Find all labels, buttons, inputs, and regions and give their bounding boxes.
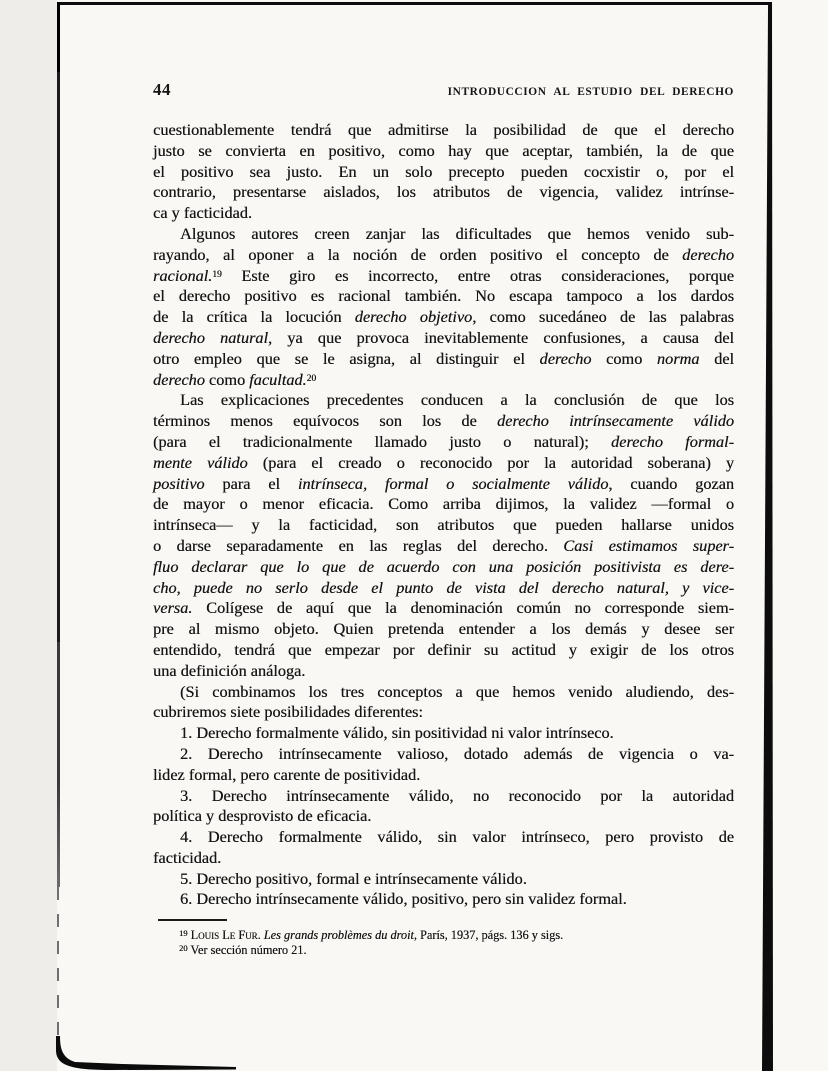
text-segment: de la crítica la locución <box>153 307 355 327</box>
text-line <box>153 286 734 307</box>
running-head <box>153 80 734 100</box>
text-line <box>153 141 734 162</box>
text-segment: norma <box>656 348 700 368</box>
footnote-marker: 20 <box>179 942 188 953</box>
text-line <box>153 349 734 370</box>
text-line <box>153 411 734 432</box>
text-line <box>153 744 734 765</box>
text-segment: 4. Derecho formalmente válido, sin valor intrínseco, pero provisto de <box>180 827 734 847</box>
text-segment: pre al mismo objeto. Quien pretenda entender a los demás y desee ser <box>153 619 734 639</box>
text-segment: intrínseca, formal o socialmente válido <box>297 473 609 493</box>
paragraph-3 <box>153 390 734 681</box>
list-item-6 <box>153 889 734 910</box>
text-line <box>153 702 734 723</box>
text-segment: Louis Le Fur. <box>190 928 261 942</box>
text-segment: facultad. <box>249 369 307 389</box>
text-segment: 5. Derecho positivo, formal e intrínsecamente válido. <box>180 868 527 888</box>
text-segment: cuestionablemente tendrá que admitirse la posibilidad de que el derecho <box>153 120 734 139</box>
text-line <box>153 765 734 786</box>
text-segment: 2. Derecho intrínsecamente valioso, dotado además de vigencia o va- <box>180 743 734 763</box>
text-segment: Este giro es incorrecto, entre otras consideraciones, porque <box>221 265 734 285</box>
text-line <box>153 536 734 557</box>
text-segment: racional. <box>153 265 213 285</box>
list-item-1 <box>153 723 734 744</box>
text-line <box>153 453 734 474</box>
text-segment: Colígese de aquí que la denominación común no corresponde siem- <box>192 598 734 618</box>
text-segment: versa. <box>153 598 193 618</box>
text-line <box>153 640 734 661</box>
text-segment: 3. Derecho intrínsecamente válido, no reconocido por la autoridad <box>180 785 734 805</box>
text-segment: términos menos equívocos son los de <box>153 411 497 431</box>
text-segment: contrario, presentarse aislados, los atributos de vigencia, validez intrínse- <box>153 182 734 202</box>
text-segment: positivo <box>153 473 205 493</box>
text-segment: cho, puede no serlo desde el punto de vista del derecho natural, y vice- <box>153 577 734 597</box>
text-segment: derecho <box>539 348 592 368</box>
text-segment: lidez formal, pero carente de positividad. <box>153 764 421 784</box>
page-edge-top <box>58 2 772 5</box>
text-segment: derecho natural <box>153 327 268 347</box>
text-line <box>153 245 734 266</box>
text-segment: política y desprovisto de eficacia. <box>153 806 372 826</box>
text-segment: derecho <box>682 244 734 264</box>
footnote-marker: 19 <box>212 269 222 280</box>
text-segment: cubriremos siete posibilidades diferentes: <box>153 702 423 722</box>
body-text <box>153 120 734 910</box>
text-segment: derecho objetivo <box>354 307 473 327</box>
text-segment: del <box>699 348 734 368</box>
text-line <box>153 120 734 141</box>
text-segment: (para el tradicionalmente llamado justo o natural); <box>153 431 612 451</box>
text-line <box>153 619 734 640</box>
text-line <box>153 390 734 411</box>
text-line <box>153 827 734 848</box>
text-line <box>153 806 734 827</box>
text-segment: entendido, tendrá que empezar por definir su actitud y exigir de los otros <box>153 639 734 659</box>
footnote-marker: 20 <box>306 373 317 384</box>
text-line <box>153 182 734 203</box>
text-segment: , cuando gozan <box>608 473 734 493</box>
text-segment: el derecho positivo es racional también. No escapa tampoco a los dardos <box>153 286 734 306</box>
page-edge-right <box>762 2 773 1071</box>
page-edge-left <box>57 2 60 887</box>
text-line <box>153 494 734 515</box>
text-segment: , como sucedáneo de las palabras <box>472 307 735 327</box>
page-number: 44 <box>153 80 171 99</box>
text-segment: Las explicaciones precedentes conducen a la conclusión de que los <box>180 390 734 410</box>
text-segment: 6. Derecho intrínsecamente válido, positivo, pero sin validez formal. <box>180 889 627 909</box>
text-line <box>153 474 734 495</box>
text-line <box>153 266 734 287</box>
paragraph-1 <box>153 120 734 224</box>
text-line <box>153 328 734 349</box>
text-segment: (Si combinamos los tres conceptos a que hemos venido aludiendo, des- <box>180 681 734 701</box>
text-segment: ca y facticidad. <box>153 203 252 223</box>
text-segment: facticidad. <box>153 847 222 867</box>
list-item-2 <box>153 744 734 786</box>
text-segment: intrínseca— y la facticidad, son atributos que pueden hallarse unidos <box>153 515 734 535</box>
text-segment: para el <box>204 473 298 493</box>
text-segment: Casi estimamos super- <box>563 535 734 555</box>
text-segment: el positivo sea justo. En un solo precepto pueden cocxistir o, por el <box>153 161 734 181</box>
text-segment: como <box>204 369 250 389</box>
text-segment: , París, 1937, págs. 136 y sigs. <box>413 928 564 942</box>
text-segment: Algunos autores creen zanjar las dificultades que hemos venido sub- <box>180 223 734 243</box>
text-segment: justo se convierta en positivo, como hay que aceptar, también, la de que <box>153 140 734 160</box>
text-segment: mente válido <box>153 452 248 472</box>
text-line <box>153 848 734 869</box>
text-line <box>153 889 734 910</box>
text-segment: de mayor o menor eficacia. Como arriba dijimos, la validez —formal o <box>153 494 734 514</box>
footnote-20 <box>153 943 734 958</box>
text-line <box>153 203 734 224</box>
text-segment: rayando, al oponer a la noción de orden positivo el concepto de <box>153 244 683 264</box>
text-line <box>153 661 734 682</box>
list-item-3 <box>153 786 734 828</box>
text-line <box>153 370 734 391</box>
text-line <box>153 162 734 183</box>
text-line <box>153 869 734 890</box>
ink-blob-corner <box>50 1022 260 1071</box>
text-line <box>153 224 734 245</box>
paragraph-2 <box>153 224 734 390</box>
text-line <box>153 598 734 619</box>
text-segment: fluo declarar que lo que de acuerdo con una posición positivista es dere- <box>153 556 734 576</box>
text-segment: (para el creado o reconocido por la autoridad soberana) y <box>247 452 734 472</box>
text-segment: , ya que provoca inevitablemente confusiones, a causa del <box>267 327 734 347</box>
footnote-19 <box>153 928 734 943</box>
text-line <box>153 786 734 807</box>
page-gutter <box>0 0 57 1071</box>
footnote-marker: 19 <box>179 928 188 938</box>
text-segment: una definición análoga. <box>153 660 306 680</box>
list-item-5 <box>153 869 734 890</box>
text-segment: otro empleo que se le asigna, al distinguir el <box>153 348 540 368</box>
paragraph-4 <box>153 682 734 724</box>
text-line <box>153 682 734 703</box>
text-segment: o darse separadamente en las reglas del derecho. <box>153 535 564 555</box>
footnotes <box>153 928 734 957</box>
text-segment: como <box>591 348 657 368</box>
text-line <box>153 307 734 328</box>
list-item-4 <box>153 827 734 869</box>
text-line <box>153 515 734 536</box>
text-line <box>153 432 734 453</box>
text-line <box>153 557 734 578</box>
text-segment: Les grands problèmes du droit <box>263 928 414 942</box>
text-segment: Ver sección número 21. <box>187 942 307 957</box>
footnote-rule <box>158 919 227 921</box>
text-segment: derecho formal- <box>611 431 734 451</box>
text-segment: 1. Derecho formalmente válido, sin positividad ni valor intrínseco. <box>180 723 614 743</box>
text-segment: derecho <box>153 369 205 389</box>
text-segment: derecho intrínsecamente válido <box>496 411 734 431</box>
running-title: INTRODUCCION AL ESTUDIO DEL DERECHO <box>447 86 734 98</box>
text-line <box>153 723 734 744</box>
text-line <box>153 578 734 599</box>
